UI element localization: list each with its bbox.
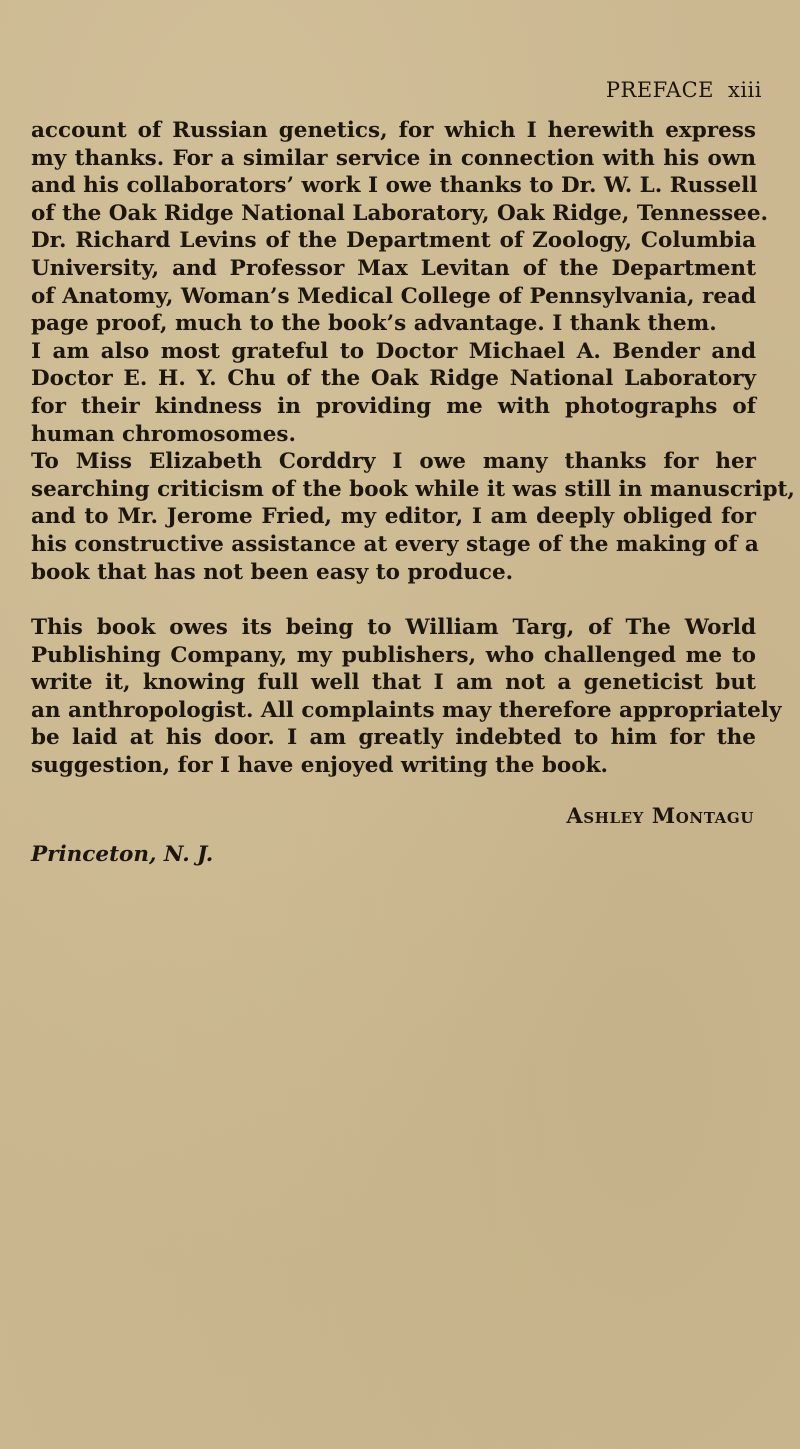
text-line: of the Oak Ridge National Laboratory, Oak Ridge, Tennessee. [31,200,769,226]
text-line: and to Mr. Jerome Fried, my editor, I am deeply obliged for [31,504,756,530]
preface-body [31,117,795,780]
text-line: his constructive assistance at every stage of the making of a [31,531,759,557]
paragraph-gap [31,586,756,614]
text-line: for their kindness in providing me with photographs of [31,393,756,419]
text-line: be laid at his door. I am greatly indebted to him for the [31,725,756,751]
text-line: suggestion, for I have enjoyed writing the book. [31,753,608,779]
text-line: University, and Professor Max Levitan of the Department [31,255,756,281]
place-line: Princeton, N. J. [31,842,214,867]
text-line: Dr. Richard Levins of the Department of Zoology, Columbia [31,228,756,254]
running-head-title: PREFACE [605,78,714,102]
text-line: book that has not been easy to produce. [31,559,514,585]
text-line: To Miss Elizabeth Corddry I owe many thanks for her [31,449,756,475]
text-line: I am also most grateful to Doctor Michael A. Bender and [31,338,756,364]
author-signature: Ashley Montagu [566,803,754,828]
text-line: write it, knowing full well that I am not a geneticist but [31,670,756,696]
text-line: an anthropologist. All complaints may therefore appropriately [31,697,782,723]
text-line: account of Russian genetics, for which I herewith express [31,118,756,143]
page-number: xiii [728,78,762,102]
text-line: This book owes its being to William Targ, of The World [31,615,756,641]
text-line: of Anatomy, Woman’s Medical College of Pennsylvania, read [31,283,756,309]
text-line: searching criticism of the book while it was still in manuscript, [31,476,795,502]
text-line: my thanks. For a similar service in connection with his own [31,145,756,171]
text-line: page proof, much to the book’s advantage. I thank them. [31,311,717,337]
running-head [606,78,762,102]
text-line: and his collaborators’ work I owe thanks to Dr. W. L. Russell [31,173,758,199]
text-line: human chromosomes. [31,421,297,447]
text-line: Publishing Company, my publishers, who challenged me to [31,642,756,668]
text-line: Doctor E. H. Y. Chu of the Oak Ridge National Laboratory [31,366,756,392]
